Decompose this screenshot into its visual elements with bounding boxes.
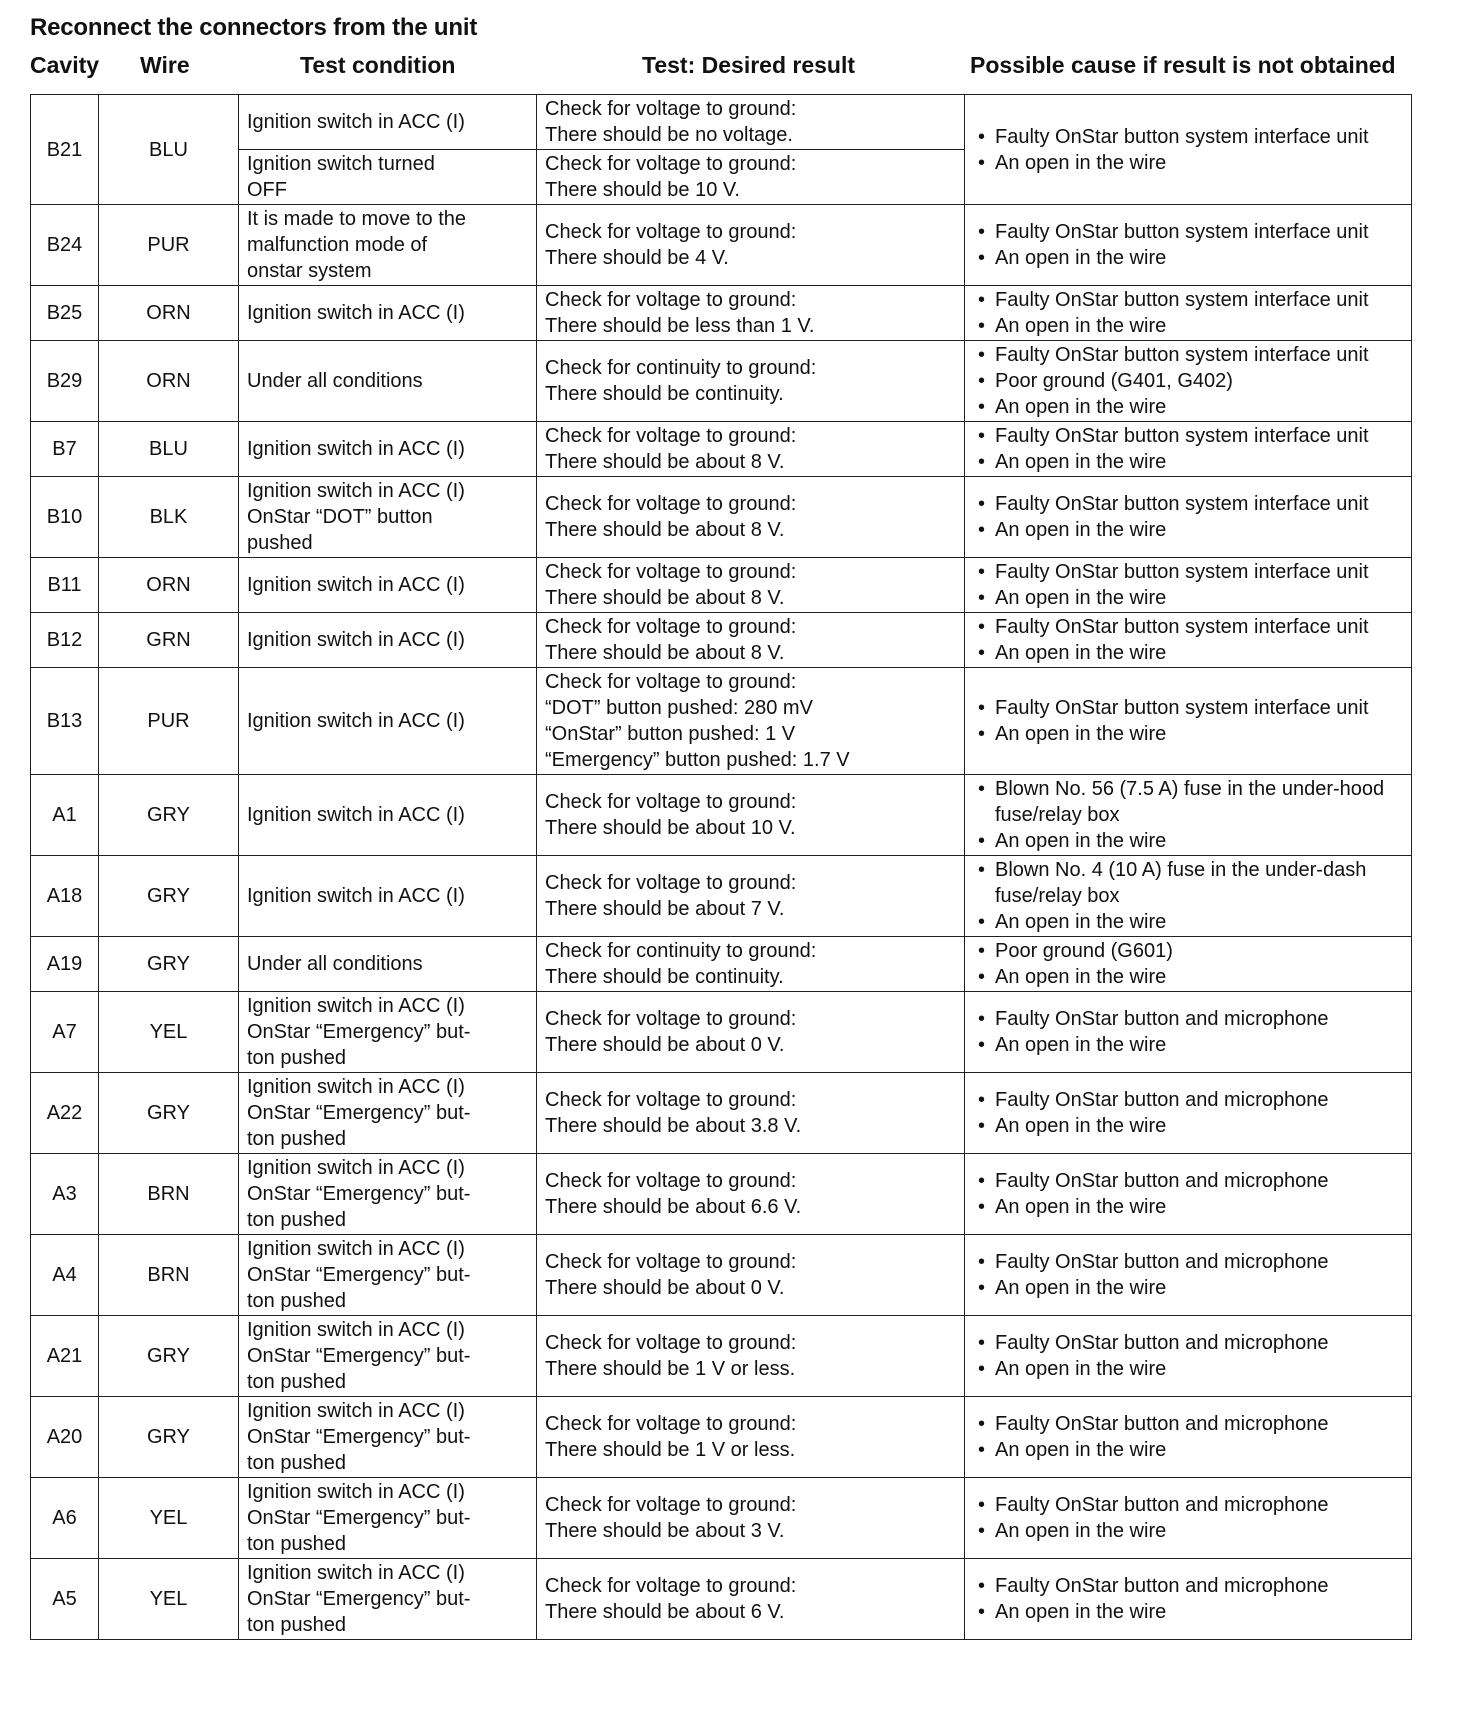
cause-list bbox=[973, 614, 1403, 666]
cause-item: • Faulty OnStar button system interface unit bbox=[973, 124, 1403, 150]
cavity-cell: A22 bbox=[31, 1073, 99, 1154]
possible-cause-cell bbox=[965, 992, 1412, 1073]
cause-item: • An open in the wire bbox=[973, 517, 1403, 543]
cavity-cell: B25 bbox=[31, 286, 99, 341]
wire-cell: GRY bbox=[99, 1073, 239, 1154]
possible-cause-cell bbox=[965, 775, 1412, 856]
text-line: “Emergency” button pushed: 1.7 V bbox=[545, 749, 850, 771]
possible-cause-cell bbox=[965, 613, 1412, 668]
text-line: There should be less than 1 V. bbox=[545, 315, 815, 337]
cause-list bbox=[973, 559, 1403, 611]
text-line: OnStar “Emergency” but- bbox=[247, 1507, 471, 1529]
header-test-condition: Test condition bbox=[300, 52, 456, 78]
desired-result-cell bbox=[537, 205, 965, 286]
test-condition-cell bbox=[239, 613, 537, 668]
table-row bbox=[31, 613, 1412, 668]
wire-cell: ORN bbox=[99, 341, 239, 422]
wire-cell: GRN bbox=[99, 613, 239, 668]
text-line: There should be about 6.6 V. bbox=[545, 1196, 802, 1218]
cause-item: • An open in the wire bbox=[973, 909, 1403, 935]
cause-item: • Faulty OnStar button system interface unit bbox=[973, 695, 1403, 721]
cavity-cell: B11 bbox=[31, 558, 99, 613]
text-line: malfunction mode of bbox=[247, 234, 428, 256]
text-line: Ignition switch in ACC (I) bbox=[247, 302, 465, 324]
cavity-cell: A20 bbox=[31, 1397, 99, 1478]
possible-cause-cell bbox=[965, 422, 1412, 477]
text-line: Ignition switch in ACC (I) bbox=[247, 710, 465, 732]
text-line: Ignition switch in ACC (I) bbox=[247, 1076, 465, 1098]
cause-item: • Faulty OnStar button and microphone bbox=[973, 1573, 1403, 1599]
possible-cause-cell bbox=[965, 95, 1412, 205]
text-line: There should be about 6 V. bbox=[545, 1601, 785, 1623]
possible-cause-cell bbox=[965, 1478, 1412, 1559]
cause-item: • Faulty OnStar button system interface unit bbox=[973, 287, 1403, 313]
possible-cause-cell bbox=[965, 477, 1412, 558]
text-line: Check for voltage to ground: bbox=[545, 1575, 797, 1597]
table-row bbox=[31, 775, 1412, 856]
text-line: Check for voltage to ground: bbox=[545, 1332, 797, 1354]
desired-result-cell bbox=[537, 1316, 965, 1397]
test-condition-cell bbox=[239, 1478, 537, 1559]
test-condition-cell bbox=[239, 992, 537, 1073]
text-line: OnStar “Emergency” but- bbox=[247, 1588, 471, 1610]
cause-list bbox=[973, 1573, 1403, 1625]
table-row bbox=[31, 558, 1412, 613]
cause-item: • Faulty OnStar button and microphone bbox=[973, 1006, 1403, 1032]
text-line: Check for voltage to ground: bbox=[545, 289, 797, 311]
text-line: pushed bbox=[247, 532, 313, 554]
text-line: Check for voltage to ground: bbox=[545, 1494, 797, 1516]
test-condition-cell bbox=[239, 1235, 537, 1316]
test-condition-cell bbox=[239, 1154, 537, 1235]
cause-item: • An open in the wire bbox=[973, 313, 1403, 339]
text-line: Check for voltage to ground: bbox=[545, 1170, 797, 1192]
wire-cell: YEL bbox=[99, 1559, 239, 1640]
text-line: Ignition switch in ACC (I) bbox=[247, 1562, 465, 1584]
text-line: onstar system bbox=[247, 260, 372, 282]
test-condition-cell bbox=[239, 668, 537, 775]
cavity-cell: B29 bbox=[31, 341, 99, 422]
wire-cell: BLU bbox=[99, 95, 239, 205]
wire-cell: BLK bbox=[99, 477, 239, 558]
text-line: Check for voltage to ground: bbox=[545, 98, 797, 120]
table-row bbox=[31, 1316, 1412, 1397]
cavity-cell: A6 bbox=[31, 1478, 99, 1559]
test-condition-cell bbox=[239, 95, 537, 150]
text-line: There should be no voltage. bbox=[545, 124, 793, 146]
wire-cell: GRY bbox=[99, 937, 239, 992]
column-headers bbox=[30, 52, 1440, 88]
table-row bbox=[31, 1397, 1412, 1478]
table-row bbox=[31, 937, 1412, 992]
test-condition-cell bbox=[239, 205, 537, 286]
text-line: There should be continuity. bbox=[545, 966, 784, 988]
text-line: There should be about 0 V. bbox=[545, 1277, 785, 1299]
text-line: “OnStar” button pushed: 1 V bbox=[545, 723, 796, 745]
cause-item: • An open in the wire bbox=[973, 245, 1403, 271]
cause-item: • An open in the wire bbox=[973, 1275, 1403, 1301]
text-line: OnStar “Emergency” but- bbox=[247, 1345, 471, 1367]
diagnostic-table bbox=[30, 94, 1412, 1640]
cause-item: • An open in the wire bbox=[973, 1032, 1403, 1058]
wire-cell: GRY bbox=[99, 1397, 239, 1478]
text-line: There should be about 8 V. bbox=[545, 642, 785, 664]
cavity-cell: B12 bbox=[31, 613, 99, 668]
wire-cell: YEL bbox=[99, 992, 239, 1073]
text-line: There should be about 10 V. bbox=[545, 817, 796, 839]
text-line: Check for continuity to ground: bbox=[545, 357, 817, 379]
text-line: ton pushed bbox=[247, 1290, 346, 1312]
test-condition-cell bbox=[239, 286, 537, 341]
text-line: Ignition switch turned bbox=[247, 153, 435, 175]
cause-list bbox=[973, 287, 1403, 339]
table-row bbox=[31, 992, 1412, 1073]
text-line: Ignition switch in ACC (I) bbox=[247, 438, 465, 460]
cavity-cell: A18 bbox=[31, 856, 99, 937]
test-condition-cell bbox=[239, 341, 537, 422]
text-line: ton pushed bbox=[247, 1128, 346, 1150]
text-line: OnStar “Emergency” but- bbox=[247, 1264, 471, 1286]
table-row bbox=[31, 1235, 1412, 1316]
text-line: Check for voltage to ground: bbox=[545, 872, 797, 894]
cause-item: • An open in the wire bbox=[973, 1113, 1403, 1139]
cause-item: • An open in the wire bbox=[973, 1518, 1403, 1544]
desired-result-cell bbox=[537, 613, 965, 668]
possible-cause-cell bbox=[965, 1559, 1412, 1640]
table-row bbox=[31, 422, 1412, 477]
cause-item: • Faulty OnStar button and microphone bbox=[973, 1492, 1403, 1518]
text-line: Ignition switch in ACC (I) bbox=[247, 574, 465, 596]
test-condition-cell bbox=[239, 558, 537, 613]
cause-list bbox=[973, 1087, 1403, 1139]
table-row bbox=[31, 341, 1412, 422]
table-row bbox=[31, 856, 1412, 937]
text-line: ton pushed bbox=[247, 1614, 346, 1636]
text-line: Ignition switch in ACC (I) bbox=[247, 1238, 465, 1260]
cause-item: • An open in the wire bbox=[973, 1599, 1403, 1625]
text-line: Check for voltage to ground: bbox=[545, 561, 797, 583]
cause-item: • Faulty OnStar button and microphone bbox=[973, 1330, 1403, 1356]
header-cavity: Cavity bbox=[30, 52, 100, 78]
text-line: Check for voltage to ground: bbox=[545, 493, 797, 515]
desired-result-cell bbox=[537, 1559, 965, 1640]
text-line: Check for voltage to ground: bbox=[545, 425, 797, 447]
cause-item: • Faulty OnStar button system interface unit bbox=[973, 559, 1403, 585]
wire-cell: ORN bbox=[99, 286, 239, 341]
test-condition-cell bbox=[239, 422, 537, 477]
text-line: Check for voltage to ground: bbox=[545, 1251, 797, 1273]
cause-item: • An open in the wire bbox=[973, 150, 1403, 176]
cavity-cell: A1 bbox=[31, 775, 99, 856]
cause-item: • Poor ground (G401, G402) bbox=[973, 368, 1403, 394]
possible-cause-cell bbox=[965, 205, 1412, 286]
test-condition-cell bbox=[239, 1559, 537, 1640]
desired-result-cell bbox=[537, 1478, 965, 1559]
text-line: Check for voltage to ground: bbox=[545, 616, 797, 638]
text-line: Ignition switch in ACC (I) bbox=[247, 111, 465, 133]
cause-item: • Blown No. 56 (7.5 A) fuse in the under-hood fuse/relay box bbox=[973, 776, 1403, 828]
cavity-cell: B24 bbox=[31, 205, 99, 286]
cause-list bbox=[973, 219, 1403, 271]
text-line: ton pushed bbox=[247, 1452, 346, 1474]
header-wire: Wire bbox=[140, 52, 190, 78]
table-row bbox=[31, 1154, 1412, 1235]
wire-cell: BLU bbox=[99, 422, 239, 477]
text-line: “DOT” button pushed: 280 mV bbox=[545, 697, 813, 719]
text-line: There should be about 3.8 V. bbox=[545, 1115, 802, 1137]
cause-list bbox=[973, 342, 1403, 420]
cause-item: • Faulty OnStar button and microphone bbox=[973, 1168, 1403, 1194]
cause-list bbox=[973, 1411, 1403, 1463]
text-line: There should be about 8 V. bbox=[545, 451, 785, 473]
cause-item: • An open in the wire bbox=[973, 449, 1403, 475]
text-line: There should be about 0 V. bbox=[545, 1034, 785, 1056]
wire-cell: PUR bbox=[99, 668, 239, 775]
text-line: Ignition switch in ACC (I) bbox=[247, 1481, 465, 1503]
possible-cause-cell bbox=[965, 937, 1412, 992]
cavity-cell: A3 bbox=[31, 1154, 99, 1235]
text-line: There should be about 7 V. bbox=[545, 898, 785, 920]
diagnostic-table-body bbox=[31, 95, 1412, 1640]
text-line: Ignition switch in ACC (I) bbox=[247, 480, 465, 502]
text-line: Ignition switch in ACC (I) bbox=[247, 1400, 465, 1422]
wire-cell: BRN bbox=[99, 1154, 239, 1235]
text-line: Ignition switch in ACC (I) bbox=[247, 1157, 465, 1179]
cause-item: • Faulty OnStar button and microphone bbox=[973, 1411, 1403, 1437]
table-row bbox=[31, 205, 1412, 286]
wire-cell: ORN bbox=[99, 558, 239, 613]
desired-result-cell bbox=[537, 286, 965, 341]
cause-item: • Poor ground (G601) bbox=[973, 938, 1403, 964]
text-line: Check for voltage to ground: bbox=[545, 791, 797, 813]
cavity-cell: A7 bbox=[31, 992, 99, 1073]
text-line: There should be 1 V or less. bbox=[545, 1439, 796, 1461]
text-line: Check for voltage to ground: bbox=[545, 1089, 797, 1111]
cause-item: • An open in the wire bbox=[973, 1437, 1403, 1463]
cause-item: • Faulty OnStar button system interface unit bbox=[973, 614, 1403, 640]
desired-result-cell bbox=[537, 422, 965, 477]
table-row bbox=[31, 1073, 1412, 1154]
table-row bbox=[31, 1559, 1412, 1640]
text-line: There should be about 3 V. bbox=[545, 1520, 785, 1542]
cause-list bbox=[973, 491, 1403, 543]
possible-cause-cell bbox=[965, 341, 1412, 422]
possible-cause-cell bbox=[965, 1397, 1412, 1478]
desired-result-cell bbox=[537, 341, 965, 422]
table-row bbox=[31, 668, 1412, 775]
possible-cause-cell bbox=[965, 1154, 1412, 1235]
possible-cause-cell bbox=[965, 286, 1412, 341]
cause-item: • An open in the wire bbox=[973, 828, 1403, 854]
cavity-cell: B21 bbox=[31, 95, 99, 205]
cause-item: • An open in the wire bbox=[973, 394, 1403, 420]
cause-item: • Faulty OnStar button and microphone bbox=[973, 1249, 1403, 1275]
text-line: Ignition switch in ACC (I) bbox=[247, 995, 465, 1017]
test-condition-cell bbox=[239, 856, 537, 937]
header-desired-result: Test: Desired result bbox=[642, 52, 856, 78]
wire-cell: GRY bbox=[99, 775, 239, 856]
cause-list bbox=[973, 776, 1403, 854]
cavity-cell: B7 bbox=[31, 422, 99, 477]
text-line: Check for voltage to ground: bbox=[545, 671, 797, 693]
text-line: Ignition switch in ACC (I) bbox=[247, 885, 465, 907]
cause-list bbox=[973, 423, 1403, 475]
cause-item: • An open in the wire bbox=[973, 721, 1403, 747]
possible-cause-cell bbox=[965, 558, 1412, 613]
cavity-cell: A5 bbox=[31, 1559, 99, 1640]
cause-item: • Blown No. 4 (10 A) fuse in the under-dash fuse/relay box bbox=[973, 857, 1403, 909]
text-line: OnStar “DOT” button bbox=[247, 506, 433, 528]
possible-cause-cell bbox=[965, 668, 1412, 775]
possible-cause-cell bbox=[965, 856, 1412, 937]
page-title: Reconnect the connectors from the unit bbox=[30, 14, 478, 41]
text-line: OnStar “Emergency” but- bbox=[247, 1426, 471, 1448]
text-line: Ignition switch in ACC (I) bbox=[247, 804, 465, 826]
text-line: Check for voltage to ground: bbox=[545, 1008, 797, 1030]
text-line: There should be continuity. bbox=[545, 383, 784, 405]
text-line: It is made to move to the bbox=[247, 208, 466, 230]
possible-cause-cell bbox=[965, 1073, 1412, 1154]
cause-list bbox=[973, 124, 1403, 176]
desired-result-cell bbox=[537, 937, 965, 992]
text-line: There should be 4 V. bbox=[545, 247, 729, 269]
desired-result-cell bbox=[537, 1073, 965, 1154]
table-row bbox=[31, 286, 1412, 341]
cause-list bbox=[973, 1006, 1403, 1058]
possible-cause-cell bbox=[965, 1316, 1412, 1397]
desired-result-cell bbox=[537, 477, 965, 558]
desired-result-cell bbox=[537, 95, 965, 150]
test-condition-cell bbox=[239, 1397, 537, 1478]
test-condition-cell bbox=[239, 1316, 537, 1397]
text-line: Ignition switch in ACC (I) bbox=[247, 629, 465, 651]
wire-cell: YEL bbox=[99, 1478, 239, 1559]
desired-result-cell bbox=[537, 775, 965, 856]
cause-list bbox=[973, 1168, 1403, 1220]
text-line: There should be about 8 V. bbox=[545, 587, 785, 609]
text-line: There should be about 8 V. bbox=[545, 519, 785, 541]
cause-item: • An open in the wire bbox=[973, 1194, 1403, 1220]
desired-result-cell bbox=[537, 856, 965, 937]
cavity-cell: A19 bbox=[31, 937, 99, 992]
text-line: ton pushed bbox=[247, 1533, 346, 1555]
cause-item: • Faulty OnStar button system interface unit bbox=[973, 219, 1403, 245]
wire-cell: BRN bbox=[99, 1235, 239, 1316]
wire-cell: PUR bbox=[99, 205, 239, 286]
cause-item: • Faulty OnStar button system interface unit bbox=[973, 342, 1403, 368]
cavity-cell: B10 bbox=[31, 477, 99, 558]
table-row bbox=[31, 95, 1412, 150]
header-possible-cause: Possible cause if result is not obtained bbox=[970, 52, 1396, 78]
text-line: Under all conditions bbox=[247, 370, 423, 392]
text-line: OnStar “Emergency” but- bbox=[247, 1183, 471, 1205]
cause-item: • Faulty OnStar button system interface unit bbox=[973, 423, 1403, 449]
cause-item: • An open in the wire bbox=[973, 640, 1403, 666]
desired-result-cell bbox=[537, 992, 965, 1073]
test-condition-cell bbox=[239, 937, 537, 992]
cause-list bbox=[973, 857, 1403, 935]
text-line: There should be 1 V or less. bbox=[545, 1358, 796, 1380]
wire-cell: GRY bbox=[99, 856, 239, 937]
desired-result-cell bbox=[537, 558, 965, 613]
text-line: ton pushed bbox=[247, 1371, 346, 1393]
cause-item: • An open in the wire bbox=[973, 1356, 1403, 1382]
desired-result-cell bbox=[537, 668, 965, 775]
test-condition-cell bbox=[239, 1073, 537, 1154]
text-line: There should be 10 V. bbox=[545, 179, 740, 201]
desired-result-cell bbox=[537, 1397, 965, 1478]
text-line: Check for voltage to ground: bbox=[545, 1413, 797, 1435]
text-line: ton pushed bbox=[247, 1047, 346, 1069]
text-line: OnStar “Emergency” but- bbox=[247, 1021, 471, 1043]
cavity-cell: A21 bbox=[31, 1316, 99, 1397]
cause-item: • An open in the wire bbox=[973, 964, 1403, 990]
cavity-cell: B13 bbox=[31, 668, 99, 775]
table-row bbox=[31, 1478, 1412, 1559]
cause-list bbox=[973, 1492, 1403, 1544]
possible-cause-cell bbox=[965, 1235, 1412, 1316]
cause-list bbox=[973, 938, 1403, 990]
table-row bbox=[31, 477, 1412, 558]
desired-result-cell bbox=[537, 1154, 965, 1235]
desired-result-cell bbox=[537, 1235, 965, 1316]
test-condition-cell bbox=[239, 150, 537, 205]
text-line: Ignition switch in ACC (I) bbox=[247, 1319, 465, 1341]
wire-cell: GRY bbox=[99, 1316, 239, 1397]
cause-item: • An open in the wire bbox=[973, 585, 1403, 611]
cause-item: • Faulty OnStar button system interface unit bbox=[973, 491, 1403, 517]
text-line: Check for voltage to ground: bbox=[545, 153, 797, 175]
cause-list bbox=[973, 1249, 1403, 1301]
test-condition-cell bbox=[239, 477, 537, 558]
text-line: Check for voltage to ground: bbox=[545, 221, 797, 243]
text-line: OFF bbox=[247, 179, 287, 201]
cause-list bbox=[973, 1330, 1403, 1382]
test-condition-cell bbox=[239, 775, 537, 856]
text-line: Check for continuity to ground: bbox=[545, 940, 817, 962]
cause-list bbox=[973, 695, 1403, 747]
text-line: OnStar “Emergency” but- bbox=[247, 1102, 471, 1124]
desired-result-cell bbox=[537, 150, 965, 205]
cavity-cell: A4 bbox=[31, 1235, 99, 1316]
text-line: Under all conditions bbox=[247, 953, 423, 975]
text-line: ton pushed bbox=[247, 1209, 346, 1231]
cause-item: • Faulty OnStar button and microphone bbox=[973, 1087, 1403, 1113]
